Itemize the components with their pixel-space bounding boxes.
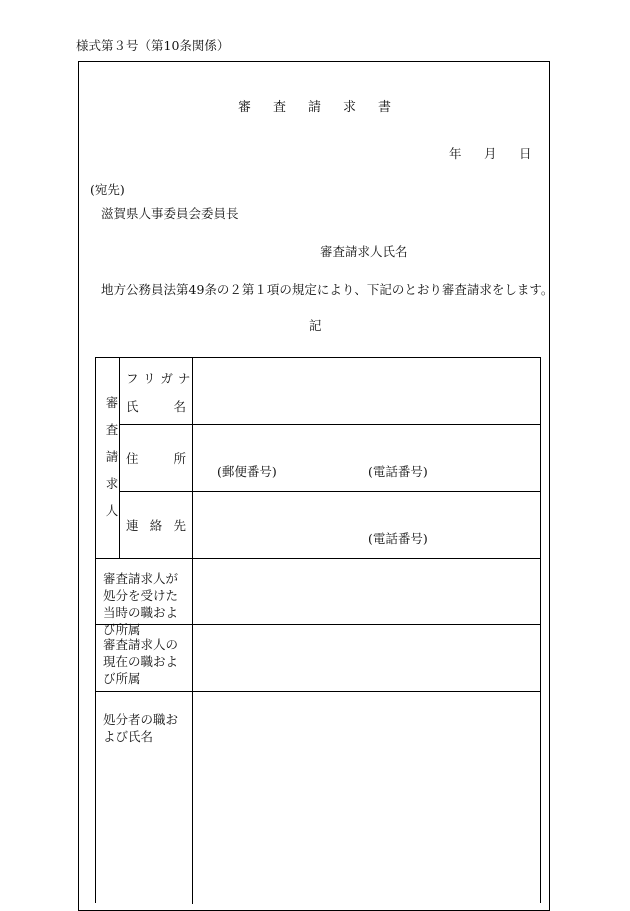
post-at-disposition-label: 審査請求人が処分を受けた当時の職および所属 — [103, 571, 179, 637]
table-divider-group — [119, 358, 120, 558]
name-field[interactable] — [193, 359, 539, 423]
contact-label-char: 連 — [126, 518, 139, 533]
address-phone-label: (電話番号) — [368, 464, 428, 479]
contact-phone-label: (電話番号) — [368, 531, 428, 546]
table-rule-name — [119, 424, 540, 425]
name-label — [126, 401, 186, 414]
address-label-char: 所 — [173, 451, 186, 466]
requester-group-label: 審査請求人 — [104, 396, 119, 531]
name-label-char: 氏 — [126, 399, 139, 414]
document-title: 審査請求書 — [238, 100, 414, 115]
address-label-char: 住 — [126, 451, 139, 466]
contact-label-char: 先 — [173, 518, 186, 533]
table-rule-current-post — [96, 691, 540, 692]
table-divider-label — [192, 358, 193, 904]
table-rule-address — [119, 491, 540, 492]
disposer-label: 処分者の職および氏名 — [103, 712, 179, 744]
furigana-label: フリガナ — [126, 371, 196, 386]
name-label-char: 名 — [173, 399, 186, 414]
date-day-label: 日 — [519, 146, 532, 161]
form-number-label: 様式第３号（第10条関係） — [76, 38, 230, 53]
date-month-label: 月 — [484, 146, 497, 161]
contact-label — [126, 520, 186, 533]
current-post-label: 審査請求人の現在の職および所属 — [103, 637, 179, 686]
address-label — [126, 453, 186, 466]
addressee-name: 滋賀県人事委員会委員長 — [101, 206, 239, 221]
contact-label-char: 絡 — [149, 518, 163, 533]
date-year-label: 年 — [449, 146, 462, 161]
postal-code-label: (郵便番号) — [217, 464, 277, 479]
requester-signature-label: 審査請求人氏名 — [320, 244, 408, 259]
addressee-label: (宛先) — [90, 182, 125, 197]
request-details-table — [95, 357, 541, 903]
request-statement: 地方公務員法第49条の２第１項の規定により、下記のとおり審査請求をします。 — [101, 282, 554, 297]
ki-heading: 記 — [309, 318, 322, 333]
table-rule-contact — [96, 558, 540, 559]
